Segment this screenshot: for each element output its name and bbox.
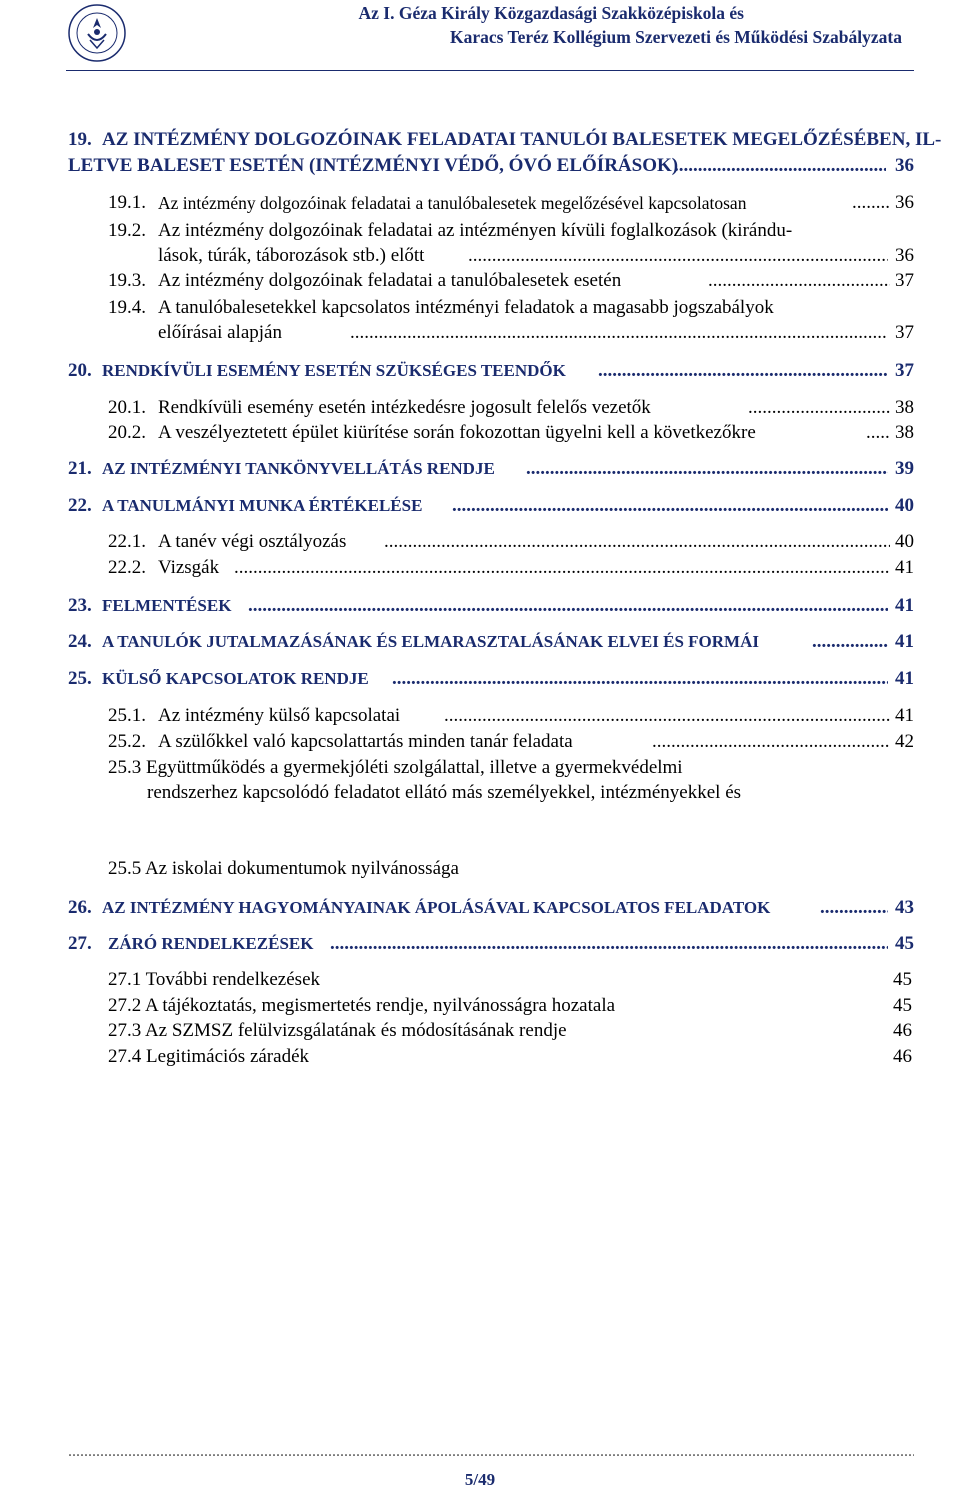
toc-number: 20. <box>68 360 92 381</box>
header-title-line1: Az I. Géza Király Közgazdasági Szakközépiskola és <box>358 3 744 23</box>
toc-number: 22. <box>68 495 92 516</box>
toc-leader-dots <box>452 494 888 518</box>
toc-title: A veszélyeztetett épület kiürítése során fokozottan ügyelni kell a következőkre <box>158 422 756 443</box>
toc-number: 27. <box>68 933 92 954</box>
toc-number: 25. <box>68 668 92 689</box>
toc-number: 25.2. <box>108 731 146 752</box>
toc-title: KÜLSŐ KAPCSOLATOK RENDJE <box>102 669 369 688</box>
toc-title: AZ INTÉZMÉNY HAGYOMÁNYAINAK ÁPOLÁSÁVAL KAPCSOLATOS FELADATOK <box>102 898 771 917</box>
toc-number: 19. <box>68 129 92 150</box>
toc-page: 41 <box>895 631 914 652</box>
toc-number: 19.3. <box>108 270 146 291</box>
header-title-line2: Karacs Teréz Kollégium Szervezeti és Működési Szabályzata <box>449 27 902 47</box>
toc-title: Az intézmény dolgozóinak feladatai a tanulóbalesetek megelőzésével kapcsolatosan <box>158 193 747 213</box>
toc-page: 38 <box>895 422 914 443</box>
toc-title: 27.1 További rendelkezések <box>108 969 320 990</box>
toc-leader-dots <box>674 154 886 178</box>
toc-page: 42 <box>895 731 914 752</box>
toc-number: 24. <box>68 631 92 652</box>
page-number: 5/49 <box>464 1470 496 1489</box>
toc-page: 40 <box>895 531 914 552</box>
toc-number: 25.1. <box>108 705 146 726</box>
toc-number: 19.1. <box>108 192 146 213</box>
toc-page: 38 <box>895 397 914 418</box>
footer-divider <box>68 1447 914 1457</box>
toc-page: 45 <box>895 933 914 954</box>
toc-leader-dots <box>852 191 890 215</box>
toc-page: 41 <box>895 668 914 689</box>
toc-leader-dots <box>812 630 888 654</box>
toc-page: 40 <box>895 495 914 516</box>
toc-leader-dots <box>748 396 890 420</box>
toc-page: 46 <box>893 1020 912 1041</box>
toc-page: 36 <box>895 155 914 176</box>
toc-leader-dots <box>444 704 890 728</box>
toc-page: 41 <box>895 595 914 616</box>
toc-title: LETVE BALESET ESETÉN (INTÉZMÉNYI VÉDŐ, ÓVÓ ELŐÍRÁSOK) <box>68 155 679 176</box>
toc-number: 19.4. <box>108 297 146 318</box>
toc-page: 36 <box>895 192 914 213</box>
toc-leader-dots <box>392 667 888 691</box>
toc-number: 26. <box>68 897 92 918</box>
toc-page: 46 <box>893 1046 912 1067</box>
toc-page: 41 <box>895 557 914 578</box>
toc-title: AZ INTÉZMÉNY DOLGOZÓINAK FELADATAI TANULÓI BALESETEK MEGELŐZÉSÉBEN, IL- <box>102 129 942 150</box>
toc-leader-dots <box>330 932 888 956</box>
toc-page: 37 <box>895 270 914 291</box>
toc-number: 20.2. <box>108 422 146 443</box>
toc-title: A tanulóbalesetekkel kapcsolatos intézményi feladatok a magasabb jogszabályok <box>158 297 774 318</box>
toc-number: 22.2. <box>108 557 146 578</box>
toc-page: 45 <box>893 969 912 990</box>
toc-title: Vizsgák <box>158 557 220 578</box>
toc-title: 27.2 A tájékoztatás, megismertetés rendje, nyilvánosságra hozatala <box>108 995 616 1016</box>
toc-title: Rendkívüli esemény esetén intézkedésre jogosult felelős vezetők <box>158 397 651 418</box>
toc-page: 45 <box>893 995 912 1016</box>
toc-number: 23. <box>68 595 92 616</box>
toc-title: AZ INTÉZMÉNYI TANKÖNYVELLÁTÁS RENDJE <box>102 459 495 478</box>
toc-title: előírásai alapján <box>158 322 282 343</box>
toc-number: 19.2. <box>108 220 146 241</box>
toc-page: 41 <box>895 705 914 726</box>
toc-page: 37 <box>895 360 914 381</box>
toc-title: RENDKÍVÜLI ESEMÉNY ESETÉN SZÜKSÉGES TEENDŐK <box>102 361 566 380</box>
toc-leader-dots <box>234 556 890 580</box>
toc-title: A tanév végi osztályozás <box>158 531 347 552</box>
toc-title: A szülőkkel való kapcsolattartás minden tanár feladata <box>158 731 573 752</box>
toc-title: A TANULMÁNYI MUNKA ÉRTÉKELÉSE <box>102 496 423 515</box>
toc-page: 36 <box>895 245 914 266</box>
toc-leader-dots <box>384 530 890 554</box>
toc-number: 21. <box>68 458 92 479</box>
toc-title: 27.3 Az SZMSZ felülvizsgálatának és módosításának rendje <box>108 1020 567 1041</box>
toc-leader-dots <box>598 359 888 383</box>
toc-title: rendszerhez kapcsolódó feladatot ellátó más személyekkel, intézményekkel és <box>147 782 742 803</box>
toc-title: 25.3 Együttműködés a gyermekjóléti szolgálattal, illetve a gyermekvédelmi <box>108 757 683 778</box>
toc-title: lások, túrák, táborozások stb.) előtt <box>158 245 425 266</box>
toc-title: 25.5 Az iskolai dokumentumok nyilvánossága <box>108 858 459 879</box>
toc-title: FELMENTÉSEK <box>102 596 232 615</box>
toc-leader-dots <box>526 457 888 481</box>
toc-leader-dots <box>652 730 890 754</box>
toc-title: Az intézmény dolgozóinak feladatai az intézményen kívüli foglalkozások (kirándu- <box>158 220 793 241</box>
toc-leader-dots <box>350 321 888 345</box>
toc-title: ZÁRÓ RENDELKEZÉSEK <box>108 934 314 953</box>
toc-page: 39 <box>895 458 914 479</box>
toc-number: 20.1. <box>108 397 146 418</box>
toc-leader-dots <box>708 269 890 293</box>
toc-page: 43 <box>895 897 914 918</box>
toc-leader-dots <box>468 244 888 268</box>
toc-number: 22.1. <box>108 531 146 552</box>
toc-leader-dots <box>248 594 888 618</box>
toc-page: 37 <box>895 322 914 343</box>
toc-title: Az intézmény külső kapcsolatai <box>158 705 401 726</box>
toc-title: 27.4 Legitimációs záradék <box>108 1046 310 1067</box>
toc-title: Az intézmény dolgozóinak feladatai a tanulóbalesetek esetén <box>158 270 622 291</box>
toc-leader-dots <box>866 421 890 445</box>
toc-leader-dots <box>820 896 888 920</box>
toc-title: A TANULÓK JUTALMAZÁSÁNAK ÉS ELMARASZTALÁSÁNAK ELVEI ÉS FORMÁI <box>102 632 759 651</box>
